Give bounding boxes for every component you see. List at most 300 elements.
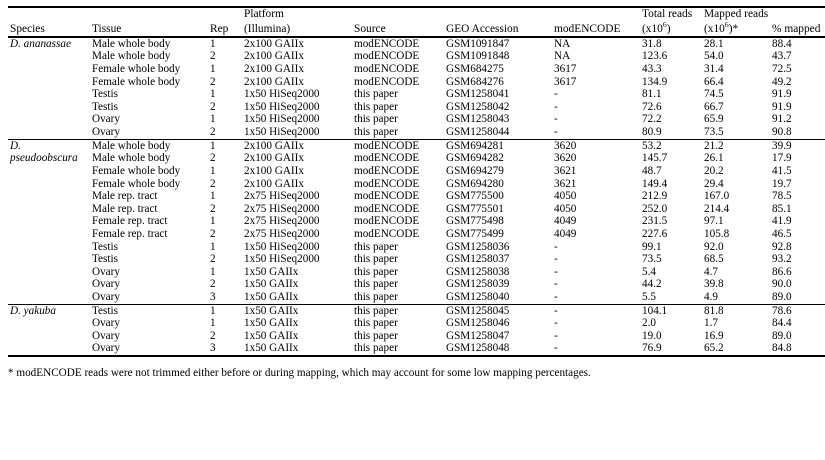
cell-geo-accession: GSM1258041	[446, 88, 510, 101]
cell-pct-mapped: 89.0	[772, 330, 792, 342]
table-row	[8, 330, 825, 343]
cell-species	[8, 254, 90, 267]
cell-modencode: 3621	[554, 177, 577, 190]
cell-total-reads: 252.0	[642, 203, 668, 215]
cell-species: D. ananassae	[10, 37, 71, 50]
cell-platform: 1x50 HiSeq2000	[244, 253, 320, 266]
cell-rep: 2	[210, 278, 216, 291]
cell-tissue: Male whole body	[92, 152, 171, 165]
cell-geo-accession: GSM1091848	[446, 50, 510, 63]
cell-rep: 1	[210, 317, 216, 330]
cell-platform: 1x50 GAIIx	[244, 266, 299, 278]
cell-species	[8, 191, 90, 204]
header-row-top	[8, 7, 825, 21]
cell-tissue: Male whole body	[92, 37, 171, 50]
cell-tissue: Testis	[92, 253, 118, 266]
cell-source: modENCODE	[354, 228, 420, 240]
cell-rep: 2	[210, 228, 216, 240]
cell-tissue: Female whole body	[92, 177, 181, 190]
cell-modencode: -	[554, 126, 558, 139]
cell-modencode: -	[554, 317, 558, 330]
cell-mapped-reads: 68.5	[704, 253, 724, 266]
cell-species	[8, 76, 90, 89]
cell-platform: 2x100 GAIIx	[244, 152, 304, 165]
cell-modencode: 3620	[554, 152, 577, 165]
cell-modencode: NA	[554, 37, 571, 50]
cell-mapped-reads: 65.9	[704, 113, 724, 126]
table-row	[8, 216, 825, 229]
header-modencode-blank	[552, 7, 640, 21]
cell-platform: 1x50 GAIIx	[242, 305, 352, 318]
cell-rep: 2	[210, 101, 216, 113]
cell-total-reads: 48.7	[642, 165, 662, 177]
cell-species	[8, 101, 90, 114]
cell-tissue: Male rep. tract	[92, 190, 158, 203]
cell-tissue: Ovary	[92, 113, 120, 126]
cell-tissue: Male whole body	[90, 140, 208, 153]
cell-geo-accession: GSM1258038	[446, 266, 510, 278]
cell-total-reads: 72.6	[642, 101, 662, 113]
cell-tissue: Female whole body	[92, 165, 181, 177]
cell-rep: 2	[210, 177, 216, 190]
table-row	[8, 241, 825, 254]
cell-tissue: Female rep. tract	[92, 215, 168, 228]
cell-total-reads: 99.1	[642, 240, 662, 253]
cell-rep: 2	[210, 152, 216, 165]
cell-species	[8, 291, 90, 304]
cell-mapped-reads: 4.9	[704, 291, 718, 304]
cell-pct-mapped: 78.6	[770, 305, 825, 318]
table-row	[8, 203, 825, 216]
header-tissue: Tissue	[92, 23, 122, 36]
cell-modencode: -	[552, 305, 640, 318]
cell-pct-mapped: 43.7	[772, 50, 792, 63]
cell-total-reads: 43.3	[642, 63, 662, 76]
cell-geo-accession: GSM694279	[446, 165, 504, 177]
header-mapped-reads-units: $(x10^6)*$	[704, 20, 739, 36]
cell-mapped-reads: 65.2	[704, 342, 724, 355]
cell-pct-mapped: 39.9	[770, 140, 825, 153]
cell-total-reads: 123.6	[642, 50, 668, 63]
cell-geo-accession: GSM1091847	[446, 37, 510, 50]
cell-total-reads: 145.7	[642, 152, 668, 165]
cell-platform: 1x50 HiSeq2000	[244, 126, 320, 139]
cell-rep: 1	[210, 215, 216, 228]
cell-geo-accession: GSM1258036	[446, 240, 510, 253]
cell-tissue: Testis	[92, 101, 118, 113]
header-mapped-reads-line1: Mapped reads	[704, 8, 769, 20]
cell-source: modENCODE	[354, 177, 420, 190]
cell-platform: 2x100 GAIIx	[244, 50, 304, 63]
cell-mapped-reads: 20.2	[704, 165, 724, 177]
cell-tissue: Female whole body	[92, 63, 181, 76]
cell-source: this paper	[354, 101, 398, 113]
cell-modencode: 4050	[554, 203, 577, 215]
cell-source: modENCODE	[354, 152, 420, 165]
cell-platform: 2x100 GAIIx	[244, 177, 304, 190]
table-row	[8, 318, 825, 331]
cell-modencode: -	[554, 113, 558, 126]
cell-rep: 1	[208, 305, 242, 318]
cell-total-reads: 44.2	[642, 278, 662, 291]
cell-geo-accession: GSM1258046	[446, 317, 510, 330]
cell-pct-mapped: 49.2	[772, 76, 792, 88]
cell-total-reads: 5.4	[642, 266, 656, 278]
cell-mapped-reads: 28.1	[704, 37, 724, 50]
header-rep: Rep	[210, 23, 229, 36]
cell-rep: 2	[210, 253, 216, 266]
cell-mapped-reads: 74.5	[704, 88, 724, 101]
table-row	[8, 191, 825, 204]
cell-geo-accession: GSM1258039	[446, 278, 510, 291]
cell-geo-accession: GSM1258043	[446, 113, 510, 126]
cell-species	[8, 216, 90, 229]
table-row	[8, 37, 825, 51]
cell-species	[8, 127, 90, 140]
cell-source: modENCODE	[354, 63, 420, 76]
header-geo-blank	[444, 7, 552, 21]
header-platform-line2: (Illumina)	[244, 23, 291, 36]
cell-platform: 1x50 HiSeq2000	[244, 88, 320, 101]
cell-modencode: -	[554, 101, 558, 113]
cell-source: this paper	[354, 317, 398, 330]
cell-rep: 1	[210, 190, 216, 203]
cell-modencode: 3617	[554, 76, 577, 88]
cell-rep: 2	[210, 330, 216, 342]
cell-platform: 1x50 GAIIx	[244, 278, 299, 291]
cell-platform: 2x75 HiSeq2000	[244, 215, 320, 228]
cell-platform: 2x100 GAIIx	[244, 76, 304, 88]
cell-total-reads: 231.5	[642, 215, 668, 228]
cell-tissue: Male rep. tract	[92, 203, 158, 215]
cell-species: pseudoobscura	[10, 152, 78, 165]
cell-tissue: Ovary	[92, 317, 120, 330]
cell-modencode: -	[554, 240, 558, 253]
table-body	[8, 37, 825, 356]
cell-species	[8, 203, 90, 216]
cell-mapped-reads: 66.7	[704, 101, 724, 113]
cell-total-reads: 76.9	[642, 342, 662, 355]
cell-pct-mapped: 92.8	[772, 240, 792, 253]
cell-species	[8, 114, 90, 127]
cell-source: modENCODE	[354, 165, 420, 177]
cell-total-reads: 5.5	[642, 291, 656, 304]
cell-species	[8, 318, 90, 331]
cell-rep: 3	[210, 291, 216, 304]
cell-platform: 1x50 GAIIx	[244, 342, 299, 355]
cell-platform: 2x100 GAIIx	[244, 165, 304, 177]
cell-mapped-reads: 31.4	[704, 63, 724, 76]
header-tissue-blank	[90, 7, 208, 21]
cell-tissue: Ovary	[92, 342, 120, 355]
cell-source: this paper	[354, 278, 398, 291]
header-modencode: modENCODE	[554, 23, 621, 36]
cell-tissue: Ovary	[92, 278, 120, 291]
cell-modencode: -	[554, 291, 558, 304]
cell-species	[8, 279, 90, 292]
cell-modencode: 3617	[554, 63, 577, 76]
header-total-reads-units: $(x10^6)$	[642, 20, 671, 36]
table-row	[8, 127, 825, 140]
cell-geo-accession: GSM1258048	[446, 342, 510, 355]
cell-species	[8, 51, 90, 64]
cell-geo-accession: GSM694282	[446, 152, 504, 165]
cell-species	[8, 343, 90, 357]
cell-total-reads: 104.1	[640, 305, 702, 318]
cell-mapped-reads: 39.8	[704, 278, 724, 291]
cell-pct-mapped: 90.0	[772, 278, 792, 291]
cell-tissue: Male whole body	[92, 50, 171, 63]
header-rep-blank	[208, 7, 242, 21]
cell-geo-accession: GSM1258047	[446, 330, 510, 342]
cell-source: modENCODE	[354, 50, 420, 63]
table-row	[8, 76, 825, 89]
table-row	[8, 279, 825, 292]
cell-modencode: -	[554, 278, 558, 291]
cell-mapped-reads: 214.4	[704, 203, 730, 215]
table-row	[8, 140, 825, 153]
cell-platform: 2x75 HiSeq2000	[244, 203, 320, 215]
cell-tissue: Female whole body	[92, 76, 181, 88]
cell-mapped-reads: 1.7	[704, 317, 718, 330]
cell-total-reads: 31.8	[642, 37, 662, 50]
cell-geo-accession: GSM775499	[446, 228, 504, 240]
cell-modencode: 3621	[554, 165, 577, 177]
cell-modencode: -	[554, 253, 558, 266]
cell-geo-accession: GSM1258037	[446, 253, 510, 266]
header-geo-accession: GEO Accession	[446, 23, 519, 36]
table-row	[8, 153, 825, 166]
cell-mapped-reads: 73.5	[704, 126, 724, 139]
cell-rep: 1	[210, 240, 216, 253]
cell-rep: 1	[210, 37, 216, 50]
cell-total-reads: 2.0	[642, 317, 656, 330]
cell-source: this paper	[354, 126, 398, 139]
cell-species: D.	[8, 140, 90, 153]
table-row	[8, 305, 825, 318]
cell-total-reads: 80.9	[642, 126, 662, 139]
cell-total-reads: 227.6	[642, 228, 668, 240]
cell-total-reads: 81.1	[642, 88, 662, 101]
cell-rep: 2	[210, 203, 216, 215]
cell-source: modENCODE	[352, 140, 444, 153]
cell-mapped-reads: 81.8	[702, 305, 770, 318]
cell-tissue: Ovary	[92, 291, 120, 304]
cell-pct-mapped: 72.5	[772, 63, 792, 76]
cell-mapped-reads: 105.8	[704, 228, 730, 240]
cell-geo-accession: GSM694281	[444, 140, 552, 153]
table-row	[8, 266, 825, 279]
cell-source: modENCODE	[354, 190, 420, 203]
cell-source: this paper	[354, 88, 398, 101]
cell-species	[8, 63, 90, 76]
cell-modencode: 4049	[554, 215, 577, 228]
table-row	[8, 291, 825, 304]
cell-total-reads: 149.4	[642, 177, 668, 190]
cell-mapped-reads: 66.4	[704, 76, 724, 88]
header-row-bottom	[8, 21, 825, 38]
cell-mapped-reads: 26.1	[704, 152, 724, 165]
cell-platform: 1x50 HiSeq2000	[244, 113, 320, 126]
cell-species	[8, 165, 90, 178]
cell-tissue: Ovary	[92, 330, 120, 342]
cell-mapped-reads: 4.7	[704, 266, 718, 278]
cell-geo-accession: GSM1258044	[446, 126, 510, 139]
header-platform-line1: Platform	[244, 8, 284, 20]
cell-total-reads: 134.9	[642, 76, 668, 88]
cell-platform: 1x50 GAIIx	[244, 330, 299, 342]
header-species-blank	[8, 7, 90, 21]
cell-modencode: -	[554, 266, 558, 278]
cell-rep: 2	[210, 126, 216, 139]
table-row	[8, 343, 825, 357]
cell-modencode: -	[554, 342, 558, 355]
header-source-blank	[352, 7, 444, 21]
cell-source: this paper	[352, 305, 444, 318]
cell-modencode: -	[554, 88, 558, 101]
cell-pct-mapped: 91.9	[772, 88, 792, 101]
cell-platform: 1x50 GAIIx	[244, 291, 299, 304]
table-row	[8, 89, 825, 102]
cell-tissue: Testis	[92, 240, 118, 253]
cell-rep: 1	[210, 266, 216, 278]
cell-source: modENCODE	[354, 203, 420, 215]
header-total-reads-line1: Total reads	[642, 8, 693, 20]
cell-pct-mapped: 78.5	[772, 190, 792, 203]
cell-mapped-reads: 97.1	[704, 215, 724, 228]
cell-pct-mapped: 84.8	[772, 342, 792, 355]
cell-geo-accession: GSM775498	[446, 215, 504, 228]
cell-geo-accession: GSM775501	[446, 203, 504, 215]
cell-geo-accession: GSM775500	[446, 190, 504, 203]
cell-modencode: 4049	[554, 228, 577, 240]
cell-pct-mapped: 89.0	[772, 291, 792, 304]
cell-mapped-reads: 29.4	[704, 177, 724, 190]
cell-species	[8, 241, 90, 254]
cell-pct-mapped: 85.1	[772, 203, 792, 215]
cell-total-reads: 73.5	[642, 253, 662, 266]
cell-geo-accession: GSM1258042	[446, 101, 510, 113]
table-header	[8, 7, 825, 37]
cell-platform: 1x50 GAIIx	[244, 317, 299, 330]
cell-species	[8, 330, 90, 343]
cell-mapped-reads: 16.9	[704, 330, 724, 342]
cell-total-reads: 53.2	[640, 140, 702, 153]
cell-platform: 2x100 GAIIx	[244, 37, 304, 50]
cell-pct-mapped: 91.2	[772, 113, 792, 126]
cell-mapped-reads: 167.0	[704, 190, 730, 203]
table-row	[8, 178, 825, 191]
cell-tissue: Ovary	[92, 126, 120, 139]
cell-rep: 2	[210, 76, 216, 88]
cell-source: this paper	[354, 342, 398, 355]
table-footnote: * modENCODE reads were not trimmed either before or during mapping, which may account for some low mapping percentages.	[8, 367, 591, 380]
table-row	[8, 254, 825, 267]
cell-platform: 1x50 HiSeq2000	[244, 101, 320, 113]
cell-pct-mapped: 91.9	[772, 101, 792, 113]
cell-total-reads: 212.9	[642, 190, 668, 203]
cell-tissue: Testis	[90, 305, 208, 318]
cell-pct-mapped: 93.2	[772, 253, 792, 266]
cell-geo-accession: GSM1258045	[444, 305, 552, 318]
cell-pct-mapped: 90.8	[772, 126, 792, 139]
cell-platform: 2x100 GAIIx	[244, 63, 304, 76]
cell-source: this paper	[354, 330, 398, 342]
cell-pct-mapped: 41.5	[772, 165, 792, 177]
cell-pct-mapped: 19.7	[772, 177, 792, 190]
cell-source: this paper	[354, 291, 398, 304]
table-row	[8, 63, 825, 76]
cell-species	[8, 178, 90, 191]
cell-source: this paper	[354, 113, 398, 126]
cell-tissue: Testis	[92, 88, 118, 101]
table-row	[8, 165, 825, 178]
cell-source: modENCODE	[354, 37, 420, 50]
sequencing-summary-table	[8, 6, 825, 357]
cell-rep: 2	[210, 50, 216, 63]
cell-rep: 1	[208, 140, 242, 153]
cell-rep: 1	[210, 63, 216, 76]
cell-pct-mapped: 88.4	[772, 37, 792, 50]
cell-rep: 1	[210, 165, 216, 177]
cell-total-reads: 19.0	[642, 330, 662, 342]
cell-pct-mapped: 17.9	[772, 152, 792, 165]
cell-platform: 2x100 GAIIx	[242, 140, 352, 153]
cell-pct-mapped: 46.5	[772, 228, 792, 240]
table-row	[8, 101, 825, 114]
cell-pct-mapped: 41.9	[772, 215, 792, 228]
cell-rep: 3	[210, 342, 216, 355]
cell-geo-accession: GSM684276	[446, 76, 504, 88]
table-row	[8, 228, 825, 241]
cell-rep: 1	[210, 88, 216, 101]
header-source: Source	[354, 23, 386, 36]
cell-total-reads: 72.2	[642, 113, 662, 126]
cell-source: modENCODE	[354, 215, 420, 228]
table-row	[8, 51, 825, 64]
cell-species	[8, 228, 90, 241]
cell-tissue: Female rep. tract	[92, 228, 168, 240]
cell-species	[8, 89, 90, 102]
header-pct-blank	[770, 7, 825, 21]
cell-mapped-reads: 92.0	[704, 240, 724, 253]
cell-platform: 1x50 HiSeq2000	[244, 240, 320, 253]
cell-source: this paper	[354, 240, 398, 253]
cell-modencode: 4050	[554, 190, 577, 203]
cell-modencode: -	[554, 330, 558, 342]
header-pct-mapped: % mapped	[772, 23, 821, 36]
cell-tissue: Ovary	[92, 266, 120, 278]
cell-species: D. yakuba	[8, 305, 90, 318]
cell-platform: 2x75 HiSeq2000	[244, 228, 320, 240]
cell-platform: 2x75 HiSeq2000	[244, 190, 320, 203]
cell-geo-accession: GSM694280	[446, 177, 504, 190]
cell-geo-accession: GSM1258040	[446, 291, 510, 304]
cell-source: this paper	[354, 266, 398, 278]
table-row	[8, 114, 825, 127]
header-species: Species	[10, 23, 45, 36]
cell-modencode: NA	[554, 50, 571, 63]
cell-source: this paper	[354, 253, 398, 266]
cell-rep: 1	[210, 113, 216, 126]
cell-mapped-reads: 54.0	[704, 50, 724, 63]
cell-mapped-reads: 21.2	[702, 140, 770, 153]
cell-pct-mapped: 84.4	[772, 317, 792, 330]
cell-source: modENCODE	[354, 76, 420, 88]
cell-pct-mapped: 86.6	[772, 266, 792, 278]
cell-modencode: 3620	[552, 140, 640, 153]
cell-species	[8, 266, 90, 279]
